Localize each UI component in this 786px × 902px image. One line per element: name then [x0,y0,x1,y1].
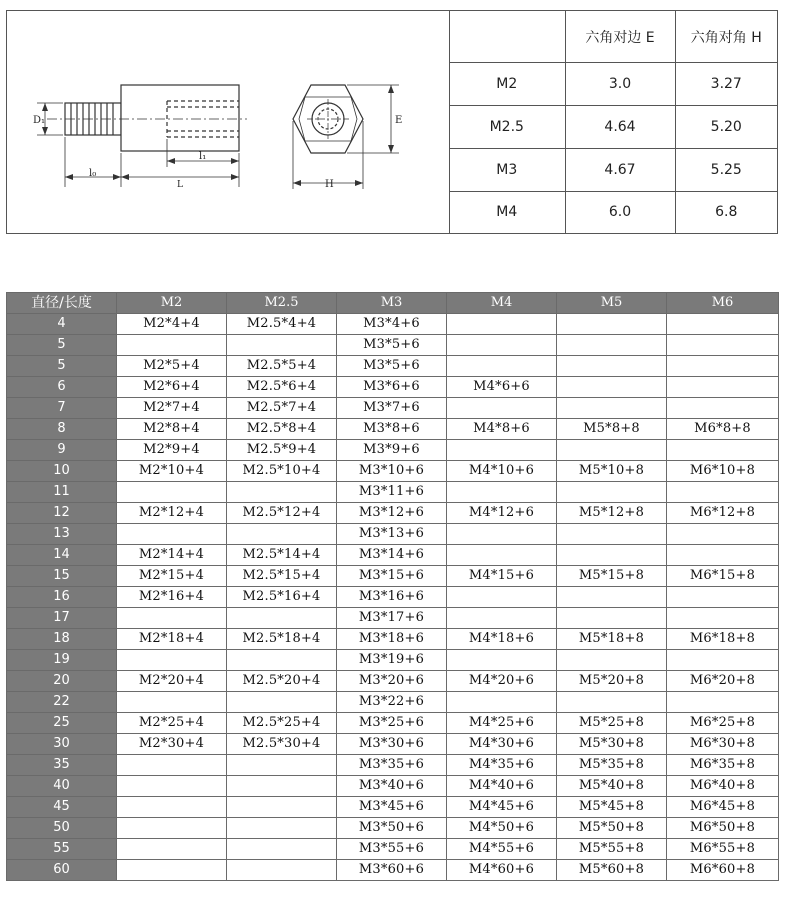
size-cell: M4*20+6 [447,671,557,692]
size-cell [117,524,227,545]
size-cell: M4*30+6 [447,734,557,755]
size-cell [557,314,667,335]
size-cell [667,335,779,356]
spec-cell: 4.67 [565,148,675,191]
table-row [7,482,779,503]
size-cell [227,797,337,818]
table-row [7,461,779,482]
spec-header-cell [449,11,565,63]
length-cell: 8 [7,419,117,440]
size-cell: M2*7+4 [117,398,227,419]
size-cell [447,482,557,503]
hex-end-view [293,85,399,189]
size-cell: M2.5*4+4 [227,314,337,335]
size-cell [117,692,227,713]
spec-cell: 4.64 [565,106,675,149]
length-cell: 10 [7,461,117,482]
size-cell: M4*25+6 [447,713,557,734]
table-row [7,839,779,860]
size-cell: M2.5*25+4 [227,713,337,734]
size-cell: M6*30+8 [667,734,779,755]
size-cell: M2.5*8+4 [227,419,337,440]
size-cell: M6*20+8 [667,671,779,692]
table-row [7,545,779,566]
size-cell: M3*20+6 [337,671,447,692]
length-cell: 20 [7,671,117,692]
length-cell: 19 [7,650,117,671]
table-row [7,755,779,776]
size-cell: M5*25+8 [557,713,667,734]
size-cell [117,839,227,860]
spec-row [449,106,777,149]
size-cell: M5*18+8 [557,629,667,650]
table-row [7,503,779,524]
size-cell [227,650,337,671]
size-cell [447,335,557,356]
size-cell: M6*10+8 [667,461,779,482]
length-cell: 45 [7,797,117,818]
size-cell: M2.5*6+4 [227,377,337,398]
size-cell: M6*18+8 [667,629,779,650]
size-cell: M2.5*16+4 [227,587,337,608]
size-cell [557,587,667,608]
table-row [7,377,779,398]
spec-cell: M2 [449,63,565,106]
spec-cell: M2.5 [449,106,565,149]
spec-cell: M3 [449,148,565,191]
size-cell [447,650,557,671]
size-cell: M5*10+8 [557,461,667,482]
size-cell [447,398,557,419]
standoff-body [121,85,239,151]
size-cell: M3*19+6 [337,650,447,671]
size-cell: M2.5*10+4 [227,461,337,482]
table-row [7,524,779,545]
size-cell: M4*15+6 [447,566,557,587]
size-cell: M3*22+6 [337,692,447,713]
size-cell: M3*18+6 [337,629,447,650]
length-cell: 22 [7,692,117,713]
size-cell [667,377,779,398]
size-cell: M3*55+6 [337,839,447,860]
size-cell [557,608,667,629]
size-cell: M5*45+8 [557,797,667,818]
size-cell: M2*5+4 [117,356,227,377]
spec-cell: 6.8 [675,191,777,233]
length-cell: 5 [7,356,117,377]
size-cell: M3*9+6 [337,440,447,461]
size-cell: M2.5*12+4 [227,503,337,524]
length-cell: 15 [7,566,117,587]
column-header: M3 [337,293,447,314]
size-cell: M3*8+6 [337,419,447,440]
table-row [7,356,779,377]
size-cell: M3*5+6 [337,335,447,356]
size-cell: M6*60+8 [667,860,779,881]
length-cell: 16 [7,587,117,608]
size-cell: M2*16+4 [117,587,227,608]
spec-cell: 6.0 [565,191,675,233]
size-cell: M3*5+6 [337,356,447,377]
size-cell [557,377,667,398]
length-cell: 60 [7,860,117,881]
l0-label: l₀ [89,168,97,179]
size-cell [117,482,227,503]
size-cell [557,650,667,671]
d1-label: D₁ [33,115,46,126]
size-cell: M3*35+6 [337,755,447,776]
size-cell [117,608,227,629]
size-cell: M3*40+6 [337,776,447,797]
size-cell [117,797,227,818]
size-cell [557,482,667,503]
size-cell [117,335,227,356]
column-header: M4 [447,293,557,314]
length-cell: 40 [7,776,117,797]
table-row [7,713,779,734]
size-cell [227,839,337,860]
size-cell [227,524,337,545]
standoff-drawing [7,11,450,233]
table-row [7,587,779,608]
size-cell [227,608,337,629]
size-cell: M2.5*14+4 [227,545,337,566]
length-cell: 35 [7,755,117,776]
table-row [7,776,779,797]
size-cell: M5*30+8 [557,734,667,755]
size-cell [667,650,779,671]
size-cell: M5*20+8 [557,671,667,692]
size-cell: M2*30+4 [117,734,227,755]
size-cell: M3*13+6 [337,524,447,545]
size-cell: M2.5*30+4 [227,734,337,755]
size-cell [227,776,337,797]
size-cell [667,398,779,419]
table-row [7,797,779,818]
diameter-length-header: 直径/长度 [7,293,117,314]
size-cell: M3*17+6 [337,608,447,629]
size-cell: M5*40+8 [557,776,667,797]
length-cell: 25 [7,713,117,734]
table-row [7,629,779,650]
table-row [7,440,779,461]
size-cell: M3*7+6 [337,398,447,419]
size-cell [117,860,227,881]
size-cell: M5*15+8 [557,566,667,587]
size-cell: M2*15+4 [117,566,227,587]
size-cell [227,482,337,503]
size-cell [667,692,779,713]
size-cell [667,356,779,377]
size-cell [227,692,337,713]
size-cell: M4*35+6 [447,755,557,776]
size-cell: M6*15+8 [667,566,779,587]
size-cell: M3*15+6 [337,566,447,587]
size-cell [447,356,557,377]
size-cell: M4*55+6 [447,839,557,860]
size-cell [557,692,667,713]
table-row [7,860,779,881]
size-cell: M5*55+8 [557,839,667,860]
size-cell [667,440,779,461]
table-row [7,419,779,440]
size-cell [557,440,667,461]
spec-row [449,148,777,191]
size-cell: M3*45+6 [337,797,447,818]
size-cell: M2.5*15+4 [227,566,337,587]
length-cell: 4 [7,314,117,335]
column-header: M6 [667,293,779,314]
size-cell [557,524,667,545]
size-cell: M6*55+8 [667,839,779,860]
size-cell [227,860,337,881]
length-cell: 7 [7,398,117,419]
size-cell: M6*25+8 [667,713,779,734]
size-cell [557,545,667,566]
size-cell: M4*50+6 [447,818,557,839]
length-cell: 18 [7,629,117,650]
size-cell: M6*45+8 [667,797,779,818]
size-cell: M4*60+6 [447,860,557,881]
size-cell [667,587,779,608]
size-table-header-row [7,293,779,314]
spec-cell: 5.25 [675,148,777,191]
size-cell: M3*60+6 [337,860,447,881]
size-cell: M6*40+8 [667,776,779,797]
table-row [7,671,779,692]
size-cell: M2.5*18+4 [227,629,337,650]
size-cell: M3*30+6 [337,734,447,755]
standoff-drawing-svg [7,11,449,233]
table-row [7,818,779,839]
size-cell: M4*10+6 [447,461,557,482]
size-cell [447,608,557,629]
l1-label: l₁ [199,151,207,162]
size-cell [447,314,557,335]
size-cell: M2*9+4 [117,440,227,461]
size-cell: M2.5*9+4 [227,440,337,461]
size-cell: M2*4+4 [117,314,227,335]
table-row [7,335,779,356]
size-cell [117,755,227,776]
size-cell: M4*8+6 [447,419,557,440]
length-cell: 11 [7,482,117,503]
size-cell: M2*8+4 [117,419,227,440]
table-row [7,608,779,629]
size-cell: M2.5*5+4 [227,356,337,377]
length-cell: 14 [7,545,117,566]
size-cell: M2*25+4 [117,713,227,734]
table-row [7,650,779,671]
size-cell: M2*12+4 [117,503,227,524]
size-cell [667,482,779,503]
spec-table [449,11,777,233]
length-cell: 30 [7,734,117,755]
size-cell: M5*60+8 [557,860,667,881]
size-table [6,292,779,881]
length-cell: 50 [7,818,117,839]
size-cell: M3*16+6 [337,587,447,608]
spec-cell: 5.20 [675,106,777,149]
size-cell: M4*18+6 [447,629,557,650]
column-header: M2 [117,293,227,314]
column-header: M5 [557,293,667,314]
size-cell [227,755,337,776]
size-cell: M3*11+6 [337,482,447,503]
size-cell [227,335,337,356]
size-cell [667,524,779,545]
column-header: M2.5 [227,293,337,314]
size-cell: M5*50+8 [557,818,667,839]
size-cell: M2*10+4 [117,461,227,482]
length-cell: 13 [7,524,117,545]
size-cell [667,545,779,566]
length-cell: 12 [7,503,117,524]
size-cell [117,650,227,671]
size-cell: M5*8+8 [557,419,667,440]
h-label: H [325,179,334,190]
size-cell: M6*35+8 [667,755,779,776]
length-cell: 6 [7,377,117,398]
spec-header-row [449,11,777,63]
size-cell [667,608,779,629]
length-cell: 9 [7,440,117,461]
table-row [7,314,779,335]
spec-cell: 3.27 [675,63,777,106]
table-row [7,398,779,419]
size-cell [447,524,557,545]
size-cell: M2*14+4 [117,545,227,566]
e-label: E [395,115,403,126]
size-cell [227,818,337,839]
size-cell: M2*6+4 [117,377,227,398]
size-cell: M2*18+4 [117,629,227,650]
size-cell: M4*12+6 [447,503,557,524]
size-cell: M3*10+6 [337,461,447,482]
size-cell [117,818,227,839]
size-cell [447,587,557,608]
size-cell [447,692,557,713]
spec-row [449,63,777,106]
table-row [7,734,779,755]
length-cell: 17 [7,608,117,629]
size-cell: M4*40+6 [447,776,557,797]
size-cell: M5*12+8 [557,503,667,524]
size-cell [557,356,667,377]
size-cell: M6*50+8 [667,818,779,839]
size-cell [557,398,667,419]
size-cell: M4*45+6 [447,797,557,818]
size-cell: M3*12+6 [337,503,447,524]
size-cell: M3*14+6 [337,545,447,566]
size-cell: M2.5*7+4 [227,398,337,419]
table-row [7,692,779,713]
size-cell [667,314,779,335]
size-cell: M2.5*20+4 [227,671,337,692]
size-cell [447,545,557,566]
length-cell: 5 [7,335,117,356]
table-row [7,566,779,587]
size-cell: M3*4+6 [337,314,447,335]
size-cell [447,440,557,461]
size-cell: M4*6+6 [447,377,557,398]
spec-cell: 3.0 [565,63,675,106]
spec-header-cell: 六角对角 H [675,11,777,63]
size-cell [117,776,227,797]
spec-row [449,191,777,233]
size-cell [557,335,667,356]
length-cell: 55 [7,839,117,860]
size-cell: M3*25+6 [337,713,447,734]
spec-box [6,10,778,234]
size-cell: M2*20+4 [117,671,227,692]
l-label: L [177,180,183,190]
size-cell: M3*50+6 [337,818,447,839]
size-cell: M5*35+8 [557,755,667,776]
spec-header-cell: 六角对边 E [565,11,675,63]
size-cell: M6*8+8 [667,419,779,440]
size-cell: M3*6+6 [337,377,447,398]
spec-cell: M4 [496,204,518,221]
size-cell: M6*12+8 [667,503,779,524]
